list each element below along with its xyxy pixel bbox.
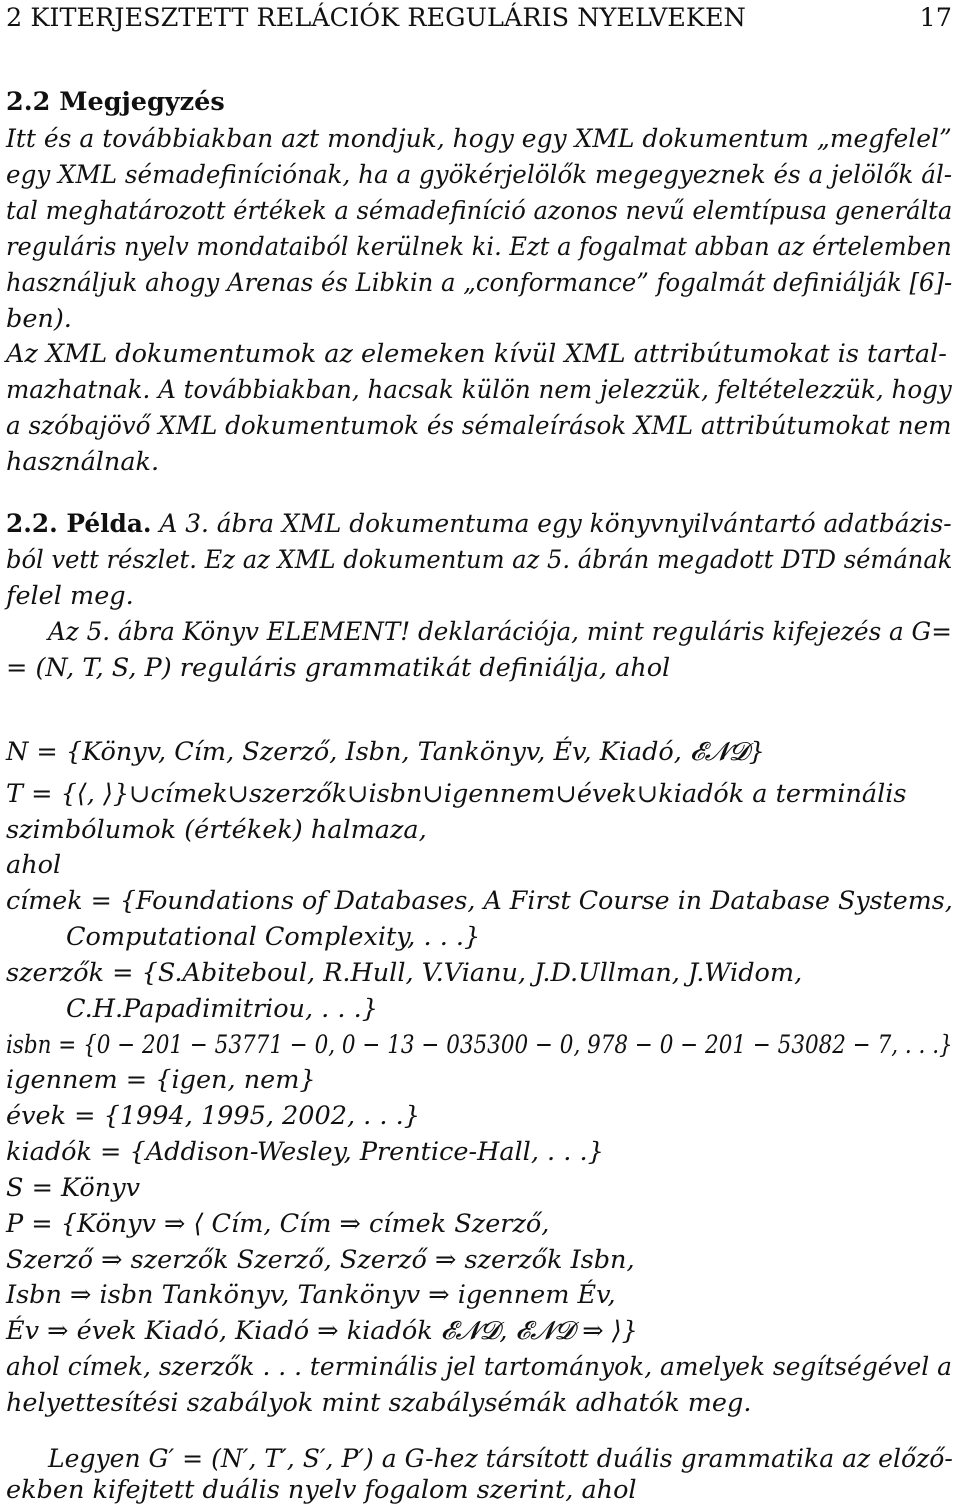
remark-line: egy XML sémadefiníciónak, ha a gyökérjelölők megegyeznek és a jelölők ál- xyxy=(6,160,953,190)
example-line: = (N, T, S, P) reguláris grammatikát definiálja, ahol xyxy=(6,653,671,683)
set-szerzok-continuation: C.H.Papadimitriou, . . .} xyxy=(66,994,378,1024)
remark-line: tal meghatározott értékek a sémadefiníció azonos nevű elemtípusa generálta xyxy=(6,196,953,226)
example-label: 2.2. Példa. xyxy=(6,509,152,539)
productions-line: Szerző ⇒ szerzők Szerző, Szerző ⇒ szerzők Isbn, xyxy=(6,1245,635,1275)
set-cimek: címek = {Foundations of Databases, A First Course in Database Systems, xyxy=(6,886,953,916)
running-header: 2 KITERJESZTETT RELÁCIÓK REGULÁRIS NYELVEKEN xyxy=(6,3,746,33)
set-T: T = {⟨, ⟩}∪címek∪szerzők∪isbn∪igennem∪évek∪kiadók a terminális xyxy=(6,779,907,809)
remark-line: mazhatnak. A továbbiakban, hacsak külön nem jelezzük, feltételezzük, hogy xyxy=(6,375,952,405)
remark-line: használnak. xyxy=(6,447,160,477)
productions-line: Év ⇒ évek Kiadó, Kiadó ⇒ kiadók 𝓔𝓝𝓓, 𝓔𝓝𝓓 ⇒ ⟩} xyxy=(6,1316,638,1346)
remark-line: Itt és a továbbiakban azt mondjuk, hogy egy XML dokumentum „megfelel” xyxy=(6,124,952,154)
example-line: Az 5. ábra Könyv ELEMENT! deklarációja, mint reguláris kifejezés a G= xyxy=(48,617,952,647)
set-N: N = {Könyv, Cím, Szerző, Isbn, Tankönyv, Év, Kiadó, 𝓔𝓝𝓓} xyxy=(6,737,765,767)
closing-line: Legyen G′ = (N′, T′, S′, P′) a G-hez társított duális grammatika az előző- xyxy=(48,1444,953,1474)
productions: P = {Könyv ⇒ ⟨ Cím, Cím ⇒ címek Szerző, xyxy=(6,1209,550,1239)
grammar-note: helyettesítési szabályok mint szabálysémák adhatók meg. xyxy=(6,1388,752,1418)
set-T-continuation: szimbólumok (értékek) halmaza, xyxy=(6,815,427,845)
example-line-1 xyxy=(6,509,952,539)
grammar-note: ahol címek, szerzők . . . terminális jel tartományok, amelyek segítségével a xyxy=(6,1352,952,1382)
remark-line: használjuk ahogy Arenas és Libkin a „conformance” fogalmát definiálják [6]- xyxy=(6,268,953,298)
set-igennem: igennem = {igen, nem} xyxy=(6,1065,316,1095)
remark-line: ben). xyxy=(6,304,72,334)
set-cimek-continuation: Computational Complexity, . . .} xyxy=(66,922,481,952)
set-evek: évek = {1994, 1995, 2002, . . .} xyxy=(6,1101,420,1131)
example-line: felel meg. xyxy=(6,581,134,611)
set-szerzok: szerzők = {S.Abiteboul, R.Hull, V.Vianu, J.D.Ullman, J.Widom, xyxy=(6,958,803,988)
page-number: 17 xyxy=(919,3,952,33)
set-isbn: isbn = {0 − 201 − 53771 − 0, 0 − 13 − 035300 − 0, 978 − 0 − 201 − 53082 − 7, . . .} xyxy=(6,1030,953,1060)
productions-line: Isbn ⇒ isbn Tankönyv, Tankönyv ⇒ igennem Év, xyxy=(6,1280,616,1310)
remark-line: reguláris nyelv mondataiból kerülnek ki. Ezt a fogalmat abban az értelemben xyxy=(6,232,952,262)
example-line: ból vett részlet. Ez az XML dokumentum az 5. ábrán megadott DTD sémának xyxy=(6,545,953,575)
start-symbol: S = Könyv xyxy=(6,1173,140,1203)
closing-line: ekben kifejtett duális nyelv fogalom szerint, ahol xyxy=(6,1475,637,1505)
set-kiadok: kiadók = {Addison-Wesley, Prentice-Hall, . . .} xyxy=(6,1137,604,1167)
example-text: A 3. ábra XML dokumentuma egy könyvnyilvántartó adatbázis- xyxy=(159,509,952,539)
remark-line: a szóbajövő XML dokumentumok és sémaleírások XML attribútumokat nem xyxy=(6,411,952,441)
ahol-label: ahol xyxy=(6,850,62,880)
remark-line: Az XML dokumentumok az elemeken kívül XML attribútumokat is tartal- xyxy=(6,339,947,369)
remark-heading: 2.2 Megjegyzés xyxy=(6,87,225,117)
